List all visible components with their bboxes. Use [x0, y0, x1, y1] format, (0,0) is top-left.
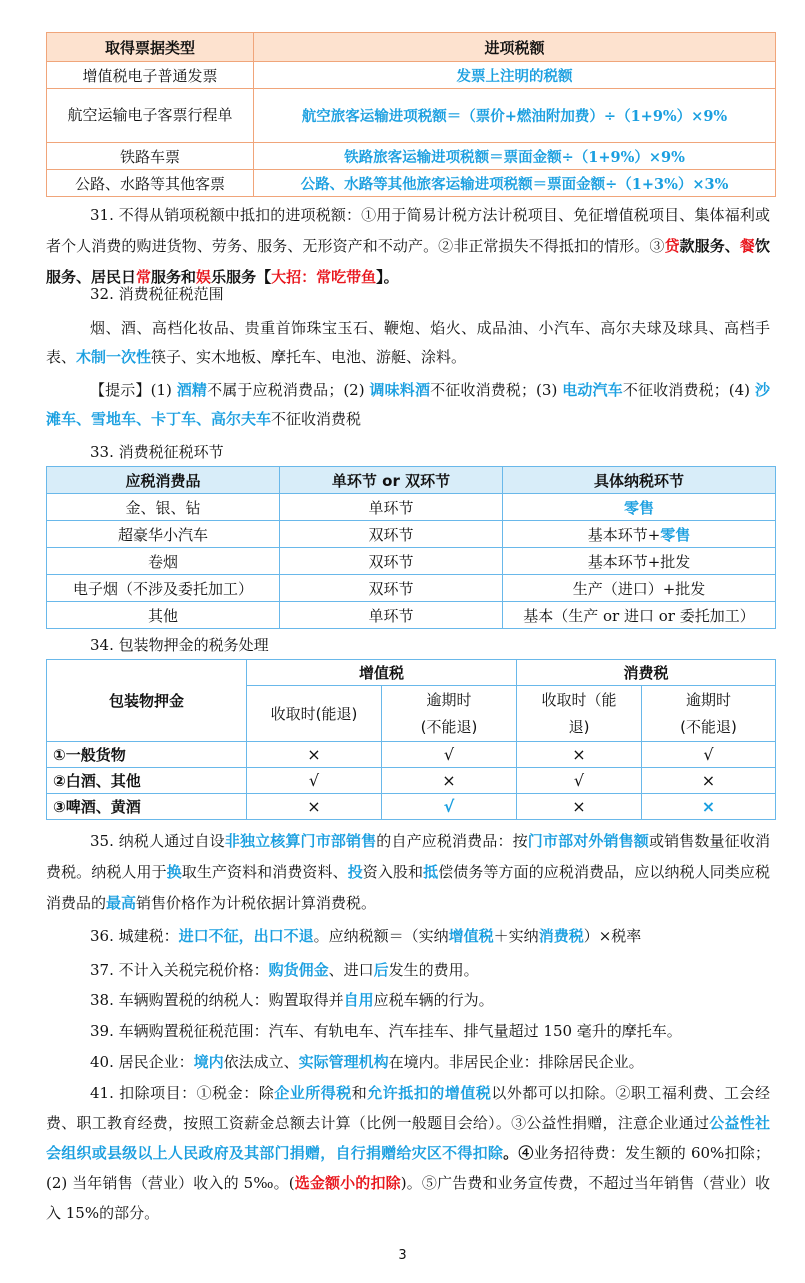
highlight: 非独立核算门市部销售 — [224, 832, 377, 850]
table-cell: 双环节 — [280, 575, 503, 602]
table-row — [47, 143, 776, 170]
highlight: 换 — [166, 863, 182, 881]
table-header: 取得票据类型 — [47, 33, 254, 62]
table-cell: 超豪华小汽车 — [47, 521, 280, 548]
item-37 — [46, 955, 770, 986]
cell-text: 逾期时 — [685, 690, 731, 709]
cell-text: 基本环节+ — [587, 525, 661, 544]
item-text: 筷子、实木地板、摩托车、电池、游艇、涂料。 — [151, 348, 467, 366]
highlight: 自用 — [343, 991, 374, 1009]
table-cell: 公路、水路等其他客票 — [47, 170, 254, 197]
table-cell: 电子烟（不涉及委托加工） — [47, 575, 280, 602]
table-subheader — [642, 686, 776, 742]
item-text: ＋实纳 — [493, 927, 539, 945]
item-text: 不属于应税消费品；(2) — [207, 381, 370, 399]
row-label: ③啤酒、黄酒 — [47, 794, 247, 820]
table-header-row — [47, 33, 776, 62]
packaging-deposit-table — [46, 659, 776, 820]
row-label: ②白酒、其他 — [47, 768, 247, 794]
item-39 — [46, 1016, 770, 1047]
item-text: 烟、酒、高档化妆品、贵重首饰珠宝玉石、鞭炮、焰火、成品油、小汽车、高尔夫球及球具、高档手表、 — [46, 319, 770, 366]
item-text: 、进口 — [328, 961, 374, 979]
item-31 — [46, 200, 770, 293]
highlight: 零售 — [623, 498, 654, 517]
table-header-row — [47, 467, 776, 494]
item-text: 取生产资料和消费资料、 — [181, 863, 348, 881]
consumption-tax-stage-table — [46, 466, 776, 629]
highlight: 最高 — [106, 894, 137, 912]
highlight: 常 — [136, 268, 152, 286]
item-41 — [46, 1078, 770, 1228]
item-33-title: 33. 消费税征税环节 — [90, 443, 224, 461]
mnemonic-tip: 大招：常吃带鱼 — [271, 268, 377, 286]
table-cell — [503, 521, 776, 548]
highlight: 沙滩车、雪地车、卡丁车、高尔夫车 — [46, 381, 770, 428]
table-header: 单环节 or 双环节 — [280, 467, 503, 494]
highlight: 零售 — [660, 525, 691, 544]
highlight: 电动汽车 — [562, 381, 623, 399]
item-32-title: 32. 消费税征税范围 — [90, 285, 224, 303]
item-text: 或销售数量征收消费税。纳税人用于 — [46, 832, 770, 881]
highlight: 企业所得税 — [274, 1084, 352, 1102]
highlight: 门市部对外销售额 — [527, 832, 649, 850]
table-row — [47, 575, 776, 602]
table-cell: 铁路车票 — [47, 143, 254, 170]
item-text: 【提示】(1) — [90, 381, 177, 399]
highlight: 允许抵扣的增值税 — [367, 1084, 492, 1102]
highlight: 木制一次性 — [76, 348, 152, 366]
table-subheader — [517, 686, 642, 742]
table-cell: × — [247, 742, 382, 768]
table-row — [47, 602, 776, 629]
item-text: 和 — [351, 1084, 368, 1102]
table-cell: 铁路旅客运输进项税额＝票面金额÷（1+9%）×9% — [254, 143, 776, 170]
cell-text: 基本环节+批发 — [587, 552, 691, 571]
item-40 — [46, 1047, 770, 1078]
table-cell: 其他 — [47, 602, 280, 629]
item-text: 以外都可以扣除。②职工福利费、工会经费、职工教育经费，按照工资薪金总额去计算（比例一般题目会给）。③公益性捐赠，注意企业通过 — [46, 1084, 770, 1132]
table-header: 包装物押金 — [47, 660, 247, 742]
item-text: 乐服务【 — [211, 268, 272, 286]
table-row — [47, 548, 776, 575]
highlight: 境内 — [193, 1053, 224, 1071]
highlight: 贷 — [664, 237, 680, 255]
item-text: 35. 纳税人通过自设 — [90, 832, 225, 850]
item-text: 饮服务、居民日 — [46, 237, 770, 286]
row-label: ①一般货物 — [47, 742, 247, 768]
table-cell: 单环节 — [280, 602, 503, 629]
table-cell — [503, 602, 776, 629]
table-row — [47, 768, 776, 794]
table-header-row — [47, 660, 776, 686]
highlight: 后 — [373, 961, 389, 979]
table-header: 进项税额 — [254, 33, 776, 62]
item-text: 不征收消费税；(3) — [430, 381, 563, 399]
table-cell: 卷烟 — [47, 548, 280, 575]
item-36 — [46, 921, 770, 952]
table-cell: 双环节 — [280, 548, 503, 575]
item-text: 发生的费用。 — [388, 961, 479, 979]
item-text: 服务和 — [151, 268, 197, 286]
item-text: 在境内。非居民企业：排除居民企业。 — [388, 1053, 644, 1071]
table-row — [47, 170, 776, 197]
cell-text: 收取时（能 — [541, 690, 617, 709]
table-row — [47, 89, 776, 143]
item-text: 40. 居民企业： — [90, 1053, 194, 1071]
table-cell: × — [642, 794, 776, 820]
highlight: 酒精 — [176, 381, 208, 399]
table-cell: √ — [382, 794, 517, 820]
item-text: 销售价格作为计税依据计算消费税。 — [136, 894, 377, 912]
highlight: 娱 — [196, 268, 212, 286]
table-cell: 航空旅客运输进项税额＝（票价+燃油附加费）÷（1+9%）×9% — [254, 89, 776, 143]
cell-text: 退) — [568, 717, 590, 736]
table-cell: √ — [382, 742, 517, 768]
item-text: ④ — [518, 1144, 534, 1162]
table-cell: 双环节 — [280, 521, 503, 548]
item-text: 业务招待费：发生额的 60%扣除；(2) 当年销售（营业）收入的 5‰。( — [46, 1144, 770, 1192]
item-text: 不征收消费税；(4) — [622, 381, 755, 399]
table-cell: × — [517, 794, 642, 820]
table-row — [47, 494, 776, 521]
table-cell: √ — [517, 768, 642, 794]
ticket-deduction-table — [46, 32, 776, 197]
table-row — [47, 62, 776, 89]
table-row — [47, 794, 776, 820]
item-text: 39. 车辆购置税征税范围：汽车、有轨电车、汽车挂车、排气量超过 150 毫升的摩托车。 — [90, 1022, 682, 1040]
item-text: 依法成立、 — [223, 1053, 299, 1071]
table-cell: × — [247, 794, 382, 820]
table-subheader: 收取时(能退) — [247, 686, 382, 742]
table-cell — [503, 548, 776, 575]
cell-text: 逾期时 — [426, 690, 472, 709]
item-38 — [46, 985, 770, 1016]
item-text: ）×税率 — [583, 927, 642, 945]
item-text: 资入股和 — [362, 863, 424, 881]
cell-text: 基本（生产 or 进口 or 委托加工） — [523, 606, 755, 625]
table-cell: × — [642, 768, 776, 794]
table-cell: 金、银、钻 — [47, 494, 280, 521]
item-text: 36. 城建税： — [90, 927, 179, 945]
table-row — [47, 742, 776, 768]
table-cell: 增值税电子普通发票 — [47, 62, 254, 89]
cell-text: (不能退) — [420, 717, 478, 736]
table-cell: 发票上注明的税额 — [254, 62, 776, 89]
table-header: 具体纳税环节 — [503, 467, 776, 494]
highlight: 购货佣金 — [268, 961, 329, 979]
item-text: 】。 — [376, 268, 399, 286]
item-35 — [46, 826, 770, 919]
table-cell: × — [382, 768, 517, 794]
item-text: 。应纳税额＝（实纳 — [313, 927, 449, 945]
table-header: 消费税 — [517, 660, 776, 686]
table-cell: × — [517, 742, 642, 768]
table-subheader — [382, 686, 517, 742]
highlight: 实际管理机构 — [298, 1053, 389, 1071]
item-32-body — [46, 314, 770, 372]
table-cell — [503, 494, 776, 521]
highlight: 进口不征，出口不退 — [178, 927, 314, 945]
highlight: 餐 — [739, 237, 755, 255]
highlight: 投 — [347, 863, 363, 881]
item-text: 31. 不得从销项税额中抵扣的进项税额：①用于简易计税方法计税项目、免征增值税项目、集体福利或者个人消费的购进货物、劳务、服务、无形资产和不动产。②非正常损失不得抵扣的情形。③ — [46, 206, 770, 255]
item-text: 。 — [503, 1144, 519, 1162]
highlight: 消费税 — [538, 927, 584, 945]
table-cell: √ — [247, 768, 382, 794]
highlight: 抵 — [423, 863, 439, 881]
table-cell — [503, 575, 776, 602]
highlight: 增值税 — [448, 927, 494, 945]
item-text: 款服务、 — [679, 237, 740, 255]
table-row — [47, 521, 776, 548]
item-text: 38. 车辆购置税的纳税人：购置取得并 — [90, 991, 344, 1009]
highlight: 选金额小的扣除 — [294, 1174, 401, 1192]
table-cell: 航空运输电子客票行程单 — [47, 89, 254, 143]
highlight: 公益性社会组织或县级以上人民政府及其部门捐赠，自行捐赠给灾区不得扣除 — [46, 1114, 770, 1162]
table-cell: 公路、水路等其他旅客运输进项税额＝票面金额÷（1+3%）×3% — [254, 170, 776, 197]
item-text: 不征收消费税 — [271, 410, 362, 428]
item-34-title: 34. 包装物押金的税务处理 — [90, 636, 269, 654]
cell-text: (不能退) — [680, 717, 737, 736]
item-text: 37. 不计入关税完税价格： — [90, 961, 269, 979]
table-header: 应税消费品 — [47, 467, 280, 494]
cell-text: 生产（进口）+批发 — [572, 579, 706, 598]
table-cell: 单环节 — [280, 494, 503, 521]
table-header: 增值税 — [247, 660, 517, 686]
item-text: 的自产应税消费品：按 — [376, 832, 528, 850]
highlight: 调味料酒 — [369, 381, 431, 399]
item-32-tip — [46, 376, 770, 434]
page-number: 3 — [398, 1248, 407, 1263]
table-cell: √ — [642, 742, 776, 768]
item-text: 偿债务等方面的应税消费品，应以纳税人同类应税消费品的 — [46, 863, 770, 912]
item-text: 41. 扣除项目：①税金：除 — [90, 1084, 275, 1102]
item-text: )。⑤广告费和业务宣传费，不超过当年销售（营业）收入 15%的部分。 — [46, 1174, 770, 1222]
item-text: 应税车辆的行为。 — [373, 991, 494, 1009]
